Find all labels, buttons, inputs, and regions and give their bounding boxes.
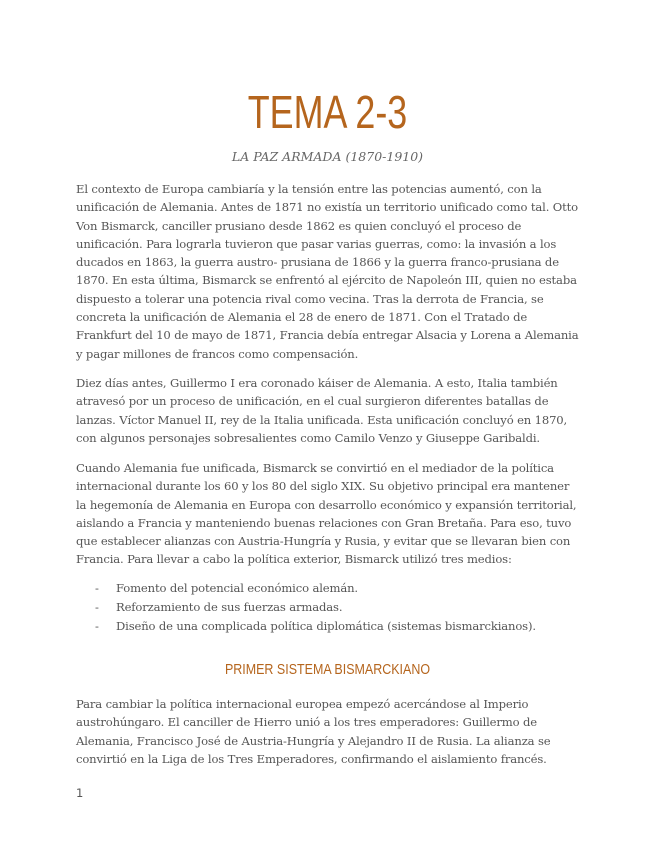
list-item: [76, 598, 579, 617]
page-number: 1: [76, 786, 84, 800]
list-item: [76, 579, 579, 598]
page-title: TEMA 2-3: [247, 86, 408, 138]
bismarck-means-list: [76, 579, 579, 636]
paragraph-politica-bismarck: Cuando Alemania fue unificada, Bismarck se convirtió en el mediador de la política internacional durante los 60 y los 80 del siglo XIX. Su objetivo principal era mantener la hegemonía de Alemania en Europa con desarrollo económico y expansión territorial, aislando a Francia y manteniendo buenas relaciones con Gran Bretaña. Para eso, tuvo que establecer alianzas con Austria-Hungría y Rusia, y evitar que se llevaran bien con Francia. Para llevar a cabo la política exterior, Bismarck utilizó tres medios:: [76, 461, 577, 567]
list-item-text: Reforzamiento de sus fuerzas armadas.: [116, 600, 343, 614]
list-item: [76, 617, 579, 636]
bullet-dash: -: [95, 581, 99, 595]
paragraph-unificacion-alemania: El contexto de Europa cambiaría y la tensión entre las potencias aumentó, con la unificación de Alemania. Antes de 1871 no existía un territorio unificado como tal. Otto Von Bismarck, canciller prusiano desde 1862 es quien concluyó el proceso de unificación. Para lograrla tuvieron que pasar varias guerras, como: la invasión a los ducados en 1863, la guerra austro- prusiana de 1866 y la guerra franco-prusiana de 1870. En esta última, Bismarck se enfrentó al ejército de Napoleón III, quien no estaba dispuesto a tolerar una potencia rival como vecina. Tras la derrota de Francia, se concreta la unificación de Alemania el 28 de enero de 1871. Con el Tratado de Frankfurt del 10 de mayo de 1871, Francia debía entregar Alsacia y Lorena a Alemania y pagar millones de francos como compensación.: [76, 182, 579, 361]
section-heading: PRIMER SISTEMA BISMARCKIANO: [224, 662, 431, 678]
list-item-text: Fomento del potencial económico alemán.: [116, 581, 358, 595]
paragraph-primer-sistema: Para cambiar la política internacional europea empezó acercándose al Imperio austrohúngaro. El canciller de Hierro unió a los tres emperadores: Guillermo de Alemania, Francisco José de Austria-Hungría y Alejandro II de Rusia. La alianza se convirtió en la Liga de los Tres Emperadores, confirmando el aislamiento francés.: [76, 697, 551, 766]
bullet-dash: -: [95, 600, 99, 614]
page-subtitle: LA PAZ ARMADA (1870-1910): [231, 149, 424, 164]
bullet-dash: -: [95, 619, 99, 633]
paragraph-unificacion-italia: Diez días antes, Guillermo I era coronado káiser de Alemania. A esto, Italia también atravesó por un proceso de unificación, en el cual surgieron diferentes batallas de lanzas. Víctor Manuel II, rey de la Italia unificada. Esta unificación concluyó en 1870, con algunos personajes sobresalientes como Camilo Venzo y Giuseppe Garibaldi.: [76, 376, 568, 445]
list-item-text: Diseño de una complicada política diplomática (sistemas bismarckianos).: [116, 619, 536, 633]
